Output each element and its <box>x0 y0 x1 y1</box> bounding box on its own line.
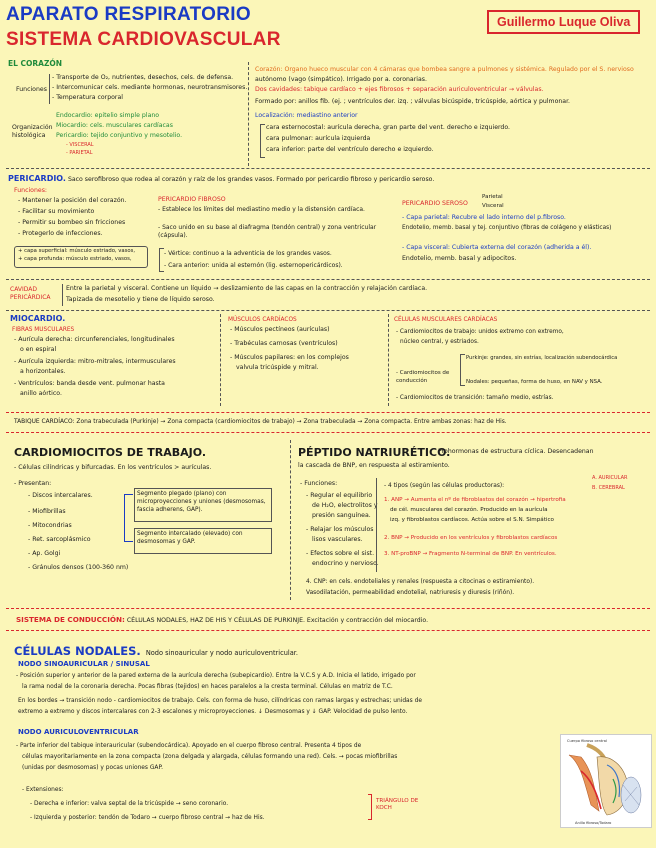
corazon-desc-2: autónomo (vago (simpático). Irrigado por a. coronarias. <box>255 76 427 83</box>
peptido-funcion-5: lisos vasculares. <box>312 536 363 543</box>
peptido-cnp-2: Vasodilatación, permeabilidad endotelial, natriuresis y diuresis (riñón). <box>306 590 515 596</box>
corazon-funciones-label: Funciones <box>16 86 47 93</box>
seroso-branch-1: Parietal <box>482 194 503 200</box>
segment-box-1 <box>134 488 272 522</box>
figure-caption-bottom: Anillo fibroso/Todaro <box>575 821 612 825</box>
cavidad-label: CAVIDAD PERICÁRDICA <box>10 286 51 302</box>
pericardio-funcion-3: - Permitir su bombeo sin fricciones <box>18 219 126 226</box>
celulas-3: Purkinje: grandes, sin estrías, localización subendocárdica <box>466 355 618 361</box>
miocardio-divider-2 <box>388 314 389 406</box>
cardio-line-1: - Células cilíndricas y bifurcadas. En los ventrículos > aurículas. <box>14 464 212 471</box>
seroso-branch-2: Visceral <box>482 203 504 209</box>
figure-caption-top: Cuerpo fibroso central <box>567 739 608 743</box>
capas-box <box>14 246 148 268</box>
peptido-intro-1: Prohormonas de estructura cíclica. Desencadenan <box>438 448 594 455</box>
segment-box-2 <box>134 528 272 554</box>
corazon-org-1: Endocardio: epitelio simple plano <box>56 112 160 119</box>
divider-6 <box>6 608 650 609</box>
av-line-3: (unidas por desmosomas) y pocas uniones GAP. <box>22 765 163 771</box>
cavidad-line-1: Entre la parietal y visceral. Contiene un líquido → deslizamiento de las capas en la contracción y relajación cardíaca. <box>66 285 428 292</box>
sa-line-1: - Posición superior y anterior de la pared externa de la aurícula derecha (subepicardio). Entre la V.C.S y A.D. Inicia el latido, irrigado por <box>16 673 416 679</box>
celulas-1: - Cardiomiocitos de trabajo: unidos extremo con extremo, <box>396 329 564 335</box>
divider-4 <box>6 412 650 413</box>
fibras-3: - Aurícula izquierda: mitro-mitrales, intermusculares <box>14 358 176 365</box>
tabique-line: TABIQUE CARDÍACO: Zona trabeculada (Purkinje) → Zona compacta (cardiomiocitos de trabajo) → Zona trabeculada → Zona compacta. Entre ambas zonas: haz de His. <box>14 419 507 425</box>
divider-2 <box>6 279 650 280</box>
presentan-4: - Ret. sarcoplásmico <box>28 536 91 543</box>
peptido-heading: PÉPTIDO NATRIURÉTICO. <box>298 446 451 459</box>
title-cardiovascular: SISTEMA CARDIOVASCULAR <box>6 29 281 50</box>
fibras-1: - Aurícula derecha: circunferenciales, longitudinales <box>14 336 175 343</box>
peptido-funciones-label: - Funciones: <box>300 480 338 487</box>
presentan-6: - Gránulos densos (100-360 nm) <box>28 564 129 571</box>
cardiomiocitos-heading: CARDIOMIOCITOS DE TRABAJO. <box>14 446 207 459</box>
corazon-funcion-2: - Intercomunicar cels. mediante hormonas, neurotransmisores. <box>52 84 248 91</box>
peptido-intro-2: la cascada de BNP, en respuesta al estiramiento. <box>298 462 450 469</box>
divider-5 <box>6 432 650 433</box>
tipos-side-1: A. AURICULAR <box>592 475 628 481</box>
musculos-2: - Trabéculas carnosas (ventrículos) <box>230 340 338 347</box>
peptido-funcion-3: presión sanguínea. <box>312 512 371 519</box>
loc-bracket <box>260 124 265 158</box>
pericardio-funcion-1: - Mantener la posición del corazón. <box>18 197 127 204</box>
fibras-label: FIBRAS MUSCULARES <box>12 327 75 333</box>
ext-2: - Izquierda y posterior: tendón de Todaro → cuerpo fibroso central → haz de His. <box>30 815 265 821</box>
pericardio-funciones-label: Funciones: <box>14 187 48 194</box>
cardio-line-2: - Presentan: <box>14 480 52 487</box>
loc-item-2: cara pulmonar: aurícula izquierda <box>266 135 371 142</box>
peptido-funcion-1: - Regular el equilibrio <box>306 492 373 499</box>
celulas-2: núcleo central, y estriados. <box>400 339 479 345</box>
pericardio-line: PERICARDIO. Saco serofibroso que rodea al corazón y raíz de los grandes vasos. Formado por pericardio fibroso y pericardio seroso. <box>8 174 435 183</box>
heart-figure <box>560 734 652 828</box>
fibroso-1: - Establece los límites del mediastino medio y la distensión cardíaca. <box>158 206 365 213</box>
pericardio-funcion-2: - Facilitar su movimiento <box>18 208 95 215</box>
segment-1: Segmento plegado (plano) con microproyecciones y uniones (desmosomas, fascia adherens, GAP). <box>137 491 266 513</box>
divider-3 <box>6 310 650 311</box>
seroso-3: - Capa visceral: Cubierta externa del corazón (adherida a él). <box>402 244 592 251</box>
peptido-tipos-3: izq. y fibroblastos cardíacos. Actúa sobre el S.N. Simpático <box>390 517 554 523</box>
miocardio-divider-1 <box>220 314 221 406</box>
peptido-funcion-7: endocrino y nervioso. <box>312 560 379 567</box>
segment-bracket <box>124 494 133 542</box>
fibroso-bracket <box>159 248 164 272</box>
av-line-1: - Parte inferior del tabique interauricular (subendocárdica). Apoyado en el cuerpo fibroso central. Presenta 4 tipos de <box>16 743 362 749</box>
sa-heading: NODO SINOAURICULAR / SINUSAL <box>18 660 150 668</box>
koch-bracket <box>368 794 372 820</box>
fibroso-4: - Cara anterior: unida al esternón (lig. esternopericárdicos). <box>164 262 343 269</box>
fibras-6: anillo aórtico. <box>20 390 62 397</box>
segment-2: Segmento intercalado (elevado) con desmosomas y GAP. <box>137 531 243 545</box>
capas-line-2: + capa profunda: músculo estriado, vasos, <box>18 256 132 262</box>
title-respiratorio: APARATO RESPIRATORIO <box>6 4 251 25</box>
corazon-org-2: Miocardio: cels. musculares cardíacas <box>56 122 173 129</box>
corazon-divider <box>248 62 249 166</box>
capas-line-1: + capa superficial: músculo estriado, vasos, <box>18 248 136 254</box>
seroso-4: Endotelio, memb. basal y adipocitos. <box>402 255 517 262</box>
cavidad-divider <box>62 284 63 306</box>
funciones-bracket <box>49 74 50 104</box>
presentan-1: - Discos intercalares. <box>28 492 93 499</box>
corazon-funcion-1: - Transporte de O₂, nutrientes, desechos, cels. de defensa. <box>52 74 234 81</box>
heart-illustration <box>561 735 651 827</box>
corazon-org-label: Organización histológica <box>12 124 53 140</box>
divider-1 <box>6 168 650 169</box>
cavidad-line-2: Tapizada de mesotelio y tiene de líquido seroso. <box>66 296 215 303</box>
av-heading: NODO AURICULOVENTRICULAR <box>18 728 139 736</box>
musculos-label: MÚSCULOS CARDÍACOS <box>228 317 297 323</box>
peptido-tipos-0: - 4 tipos (según las células productoras): <box>384 483 505 489</box>
celulas-5: Nodales: pequeñas, forma de huso, en NAV y NSA. <box>466 379 603 385</box>
seroso-1: - Capa parietal: Recubre el lado interno del p.fibroso. <box>402 214 566 221</box>
celulas-label: CÉLULAS MUSCULARES CARDÍACAS <box>394 317 498 323</box>
miocardio-heading: MIOCARDIO. <box>10 314 66 323</box>
corazon-org-sub-2: - PARIETAL <box>66 150 93 156</box>
corazon-funcion-3: - Temperatura corporal <box>52 94 123 101</box>
corazon-desc-3: Dos cavidades: tabique cardíaco + ejes fibrosos + separación auriculoventricular → válvulas. <box>255 86 544 93</box>
conduccion-line: SISTEMA DE CONDUCCIÓN: CÉLULAS NODALES, HAZ DE HIS Y CÉLULAS DE PURKINJE. Excitación y contracción del miocardio. <box>16 615 429 624</box>
peptido-tipos-4: 2. BNP → Producido en los ventrículos y fibroblastos cardíacos <box>384 535 558 541</box>
peptido-cnp-1: 4. CNP: en cels. endoteliales y renales (respuesta a citocinas o estiramiento). <box>306 579 535 585</box>
ext-1: - Derecha e inferior: valva septal de la tricúspide → seno coronario. <box>30 801 229 807</box>
sa-line-3: En los bordes → transición nodo - cardiomiocitos de trabajo. Cels. con forma de huso, cilíndricas con ramas largas y estrechas; unidas de <box>18 698 422 704</box>
peptido-tipos-1: 1. ANP → Aumenta el nº de fibroblastos del corazón → hipertrofia <box>384 497 566 503</box>
ext-label: - Extensiones: <box>22 787 64 793</box>
presentan-3: - Mitocondrias <box>28 522 72 529</box>
fibras-2: o en espiral <box>20 346 57 353</box>
triangulo-koch: TRIÁNGULO DE KOCH <box>376 798 419 812</box>
presentan-2: - Miofibrillas <box>28 508 66 515</box>
celulas-4: - Cardiomiocitos de conducción <box>396 370 450 384</box>
av-line-2: células mayoritariamente en la zona compacta (zona delgada y alargada, células formando una red). Cels. → pocas miofibrillas <box>22 754 398 760</box>
corazon-desc-4: Formado por: anillos fib. (ej. ; ventrículos der. izq. ; válvulas bicúspide, tricúspide, aórtica y pulmonar. <box>255 98 571 105</box>
peptido-funcion-6: - Efectos sobre el sist. <box>306 550 375 557</box>
cardio-peptido-divider <box>290 440 291 600</box>
musculos-4: valvula tricúspide y mitral. <box>236 364 319 371</box>
nodales-heading-line: CÉLULAS NODALES. Nodo sinoauricular y nodo auriculoventricular. <box>14 644 298 658</box>
fibroso-title: PERICARDIO FIBROSO <box>158 196 226 203</box>
peptido-tipos-5: 3. NT-proBNP → Fragmento N-terminal de BNP. En ventrículos. <box>384 551 557 557</box>
pericardio-funcion-4: - Protegerlo de infecciones. <box>18 230 103 237</box>
peptido-funcion-4: - Relajar los músculos <box>306 526 374 533</box>
fibras-5: - Ventrículos: banda desde vent. pulmonar hasta <box>14 380 165 387</box>
musculos-1: - Músculos pectíneos (aurículas) <box>230 326 330 333</box>
celulas-6: - Cardiomiocitos de transición: tamaño medio, estrías. <box>396 395 554 401</box>
loc-item-3: cara inferior: parte del ventrículo derecho e izquierdo. <box>266 146 434 153</box>
seroso-title: PERICARDIO SEROSO <box>402 200 468 207</box>
tipos-side-2: B. CEREBRAL <box>592 485 625 491</box>
presentan-5: - Ap. Golgi <box>28 550 61 557</box>
corazon-localizacion: Localización: mediastino anterior <box>255 112 358 119</box>
peptido-tipos-2: de cél. musculares del corazón. Producido en la aurícula <box>390 507 548 513</box>
fibroso-3: - Vértice: continuo a la adventicia de los grandes vasos. <box>164 250 332 257</box>
author-box: Guillermo Luque Oliva <box>487 10 640 34</box>
peptido-funcion-2: de H₂O, electrolitos y <box>312 502 378 509</box>
musculos-3: - Músculos papilares: en los complejos <box>230 354 349 361</box>
corazon-heading: EL CORAZÓN <box>8 59 63 68</box>
sa-line-2: la rama nodal de la coronaria derecha. Pocas fibras (tejidos) en haces paralelos a la cresta terminal. Células en matriz de T.C. <box>22 684 393 690</box>
peptido-inner-divider <box>376 478 377 572</box>
loc-item-1: cara esternocostal: aurícula derecha, gran parte del vent. derecho e izquierdo. <box>266 124 511 131</box>
sa-line-4: extremo a extremo y discos intercalares con 2-3 escalones y microproyecciones. ↓ Desmosomas y ↓ GAP. Velocidad de pulso lento. <box>18 709 408 715</box>
corazon-desc-1: Corazón: Órgano hueco muscular con 4 cámaras que bombea sangre a pulmones y sistémica. Regulado por el S. nervioso <box>255 66 634 73</box>
seroso-2: Endotelio, memb. basal y tej. conjuntivo (fibras de colágeno y elásticas) <box>402 225 612 231</box>
fibroso-2: - Saco unido en su base al diafragma (tendón central) y zona ventricular (cápsula). <box>158 224 377 240</box>
fibras-4: a horizontales. <box>20 368 66 375</box>
corazon-org-sub-1: - VISCERAL <box>66 142 94 148</box>
corazon-org-3: Pericardio: tejido conjuntivo y mesotelio. <box>56 132 183 139</box>
divider-7 <box>6 630 650 631</box>
celulas-bracket <box>460 354 465 386</box>
